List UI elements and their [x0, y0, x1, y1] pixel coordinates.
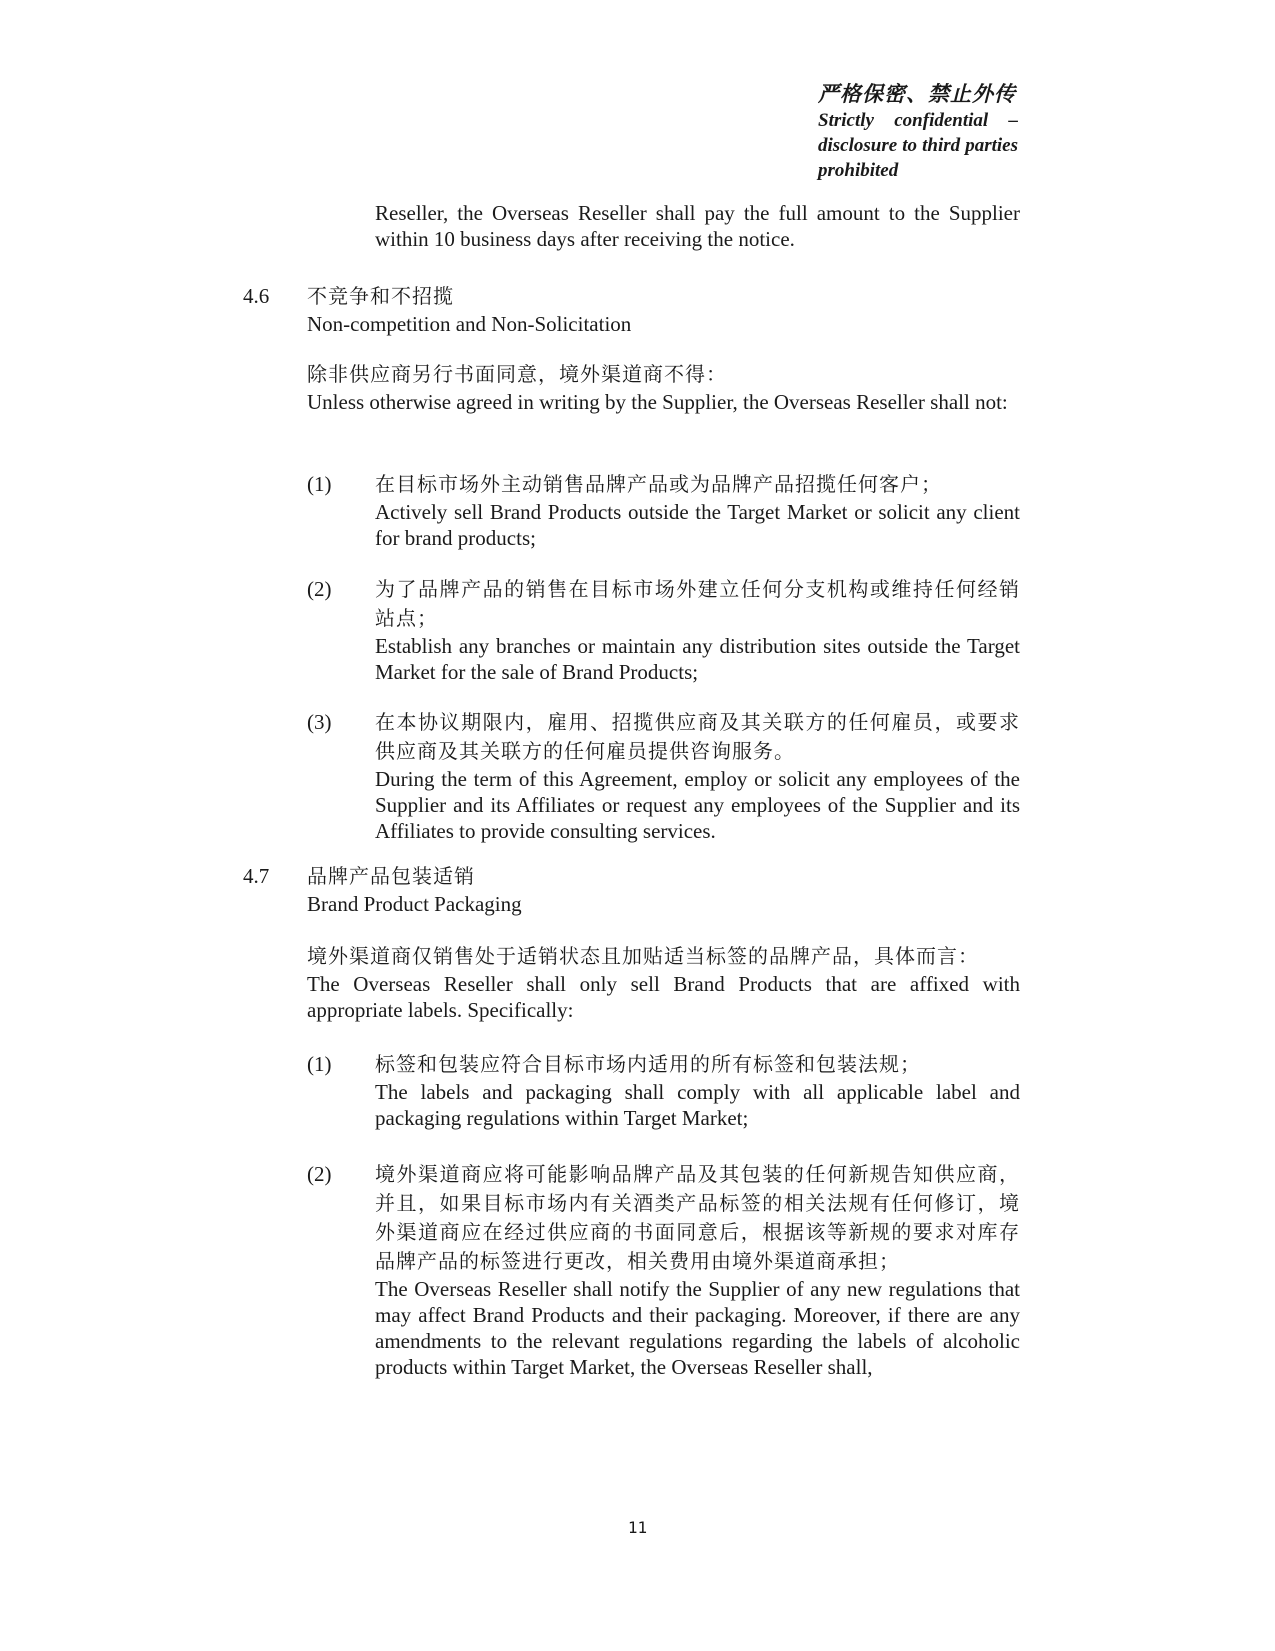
intro-en: Unless otherwise agreed in writing by the Supplier, the Overseas Reseller shall not:	[307, 390, 1008, 414]
section-title-en: Brand Product Packaging	[307, 892, 522, 916]
intro-cn: 境外渠道商仅销售处于适销状态且加贴适当标签的品牌产品，具体而言：	[307, 944, 979, 968]
list-item-number: (1)	[307, 1052, 332, 1076]
list-item-number: (2)	[307, 1162, 332, 1186]
list-item-number: (3)	[307, 710, 332, 734]
list-item-en: Actively sell Brand Products outside the Target Market or solicit any client for brand products;	[375, 500, 1020, 550]
section-4-6-intro	[307, 360, 1020, 415]
list-item-cn: 境外渠道商应将可能影响品牌产品及其包装的任何新规告知供应商，并且，如果目标市场内有关酒类产品标签的相关法规有任何修订，境外渠道商应在经过供应商的书面同意后，根据该等新规的要求对库存品牌产品的标签进行更改，相关费用由境外渠道商承担；	[375, 1162, 1020, 1273]
section-number-4-6: 4.6	[243, 284, 270, 308]
list-item	[375, 1160, 1020, 1380]
list-item-number: (1)	[307, 472, 332, 496]
list-item	[375, 1050, 1020, 1131]
list-item-en: The labels and packaging shall comply with all applicable label and packaging regulations within Target Market;	[375, 1080, 1020, 1130]
confidential-en: Strictly confidential – disclosure to third parties prohibited	[818, 110, 1018, 181]
section-number-4-7: 4.7	[243, 864, 270, 888]
list-item	[375, 708, 1020, 844]
section-4-7-heading	[307, 862, 1020, 917]
list-item-cn: 在本协议期限内，雇用、招揽供应商及其关联方的任何雇员，或要求供应商及其关联方的任何雇员提供咨询服务。	[375, 710, 1020, 763]
section-title-en: Non-competition and Non-Solicitation	[307, 312, 632, 336]
list-item-en: The Overseas Reseller shall notify the Supplier of any new regulations that may affect Brand Products and their packaging. Moreover, if there are any amendments to the relevant regulations regarding the labels of alcoholic products within Target Market, the Overseas Reseller shall,	[375, 1277, 1020, 1379]
section-4-7-intro	[307, 942, 1020, 1023]
list-item-cn: 标签和包装应符合目标市场内适用的所有标签和包装法规；	[375, 1052, 921, 1076]
section-4-6-heading	[307, 282, 1020, 337]
list-item-en: Establish any branches or maintain any distribution sites outside the Target Market for the sale of Brand Products;	[375, 634, 1020, 684]
list-item-cn: 在目标市场外主动销售品牌产品或为品牌产品招揽任何客户；	[375, 472, 942, 496]
intro-en: The Overseas Reseller shall only sell Brand Products that are affixed with appropriate labels. Specifically:	[307, 972, 1020, 1022]
section-title-cn: 品牌产品包装适销	[307, 864, 475, 888]
continuation-paragraph: Reseller, the Overseas Reseller shall pay the full amount to the Supplier within 10 business days after receiving the notice.	[375, 201, 1020, 251]
section-title-cn: 不竞争和不招揽	[307, 284, 454, 308]
confidentiality-notice	[818, 80, 1018, 183]
intro-cn: 除非供应商另行书面同意，境外渠道商不得：	[307, 362, 727, 386]
list-item-cn: 为了品牌产品的销售在目标市场外建立任何分支机构或维持任何经销站点；	[375, 577, 1020, 630]
page-number: 11	[627, 1518, 648, 1537]
list-item-number: (2)	[307, 577, 332, 601]
list-item	[375, 470, 1020, 551]
list-item	[375, 575, 1020, 685]
confidential-cn: 严格保密、禁止外传	[818, 82, 1016, 106]
list-item-en: During the term of this Agreement, employ or solicit any employees of the Supplier and its Affiliates or request any employees of the Supplier and its Affiliates to provide consulting services.	[375, 767, 1020, 843]
